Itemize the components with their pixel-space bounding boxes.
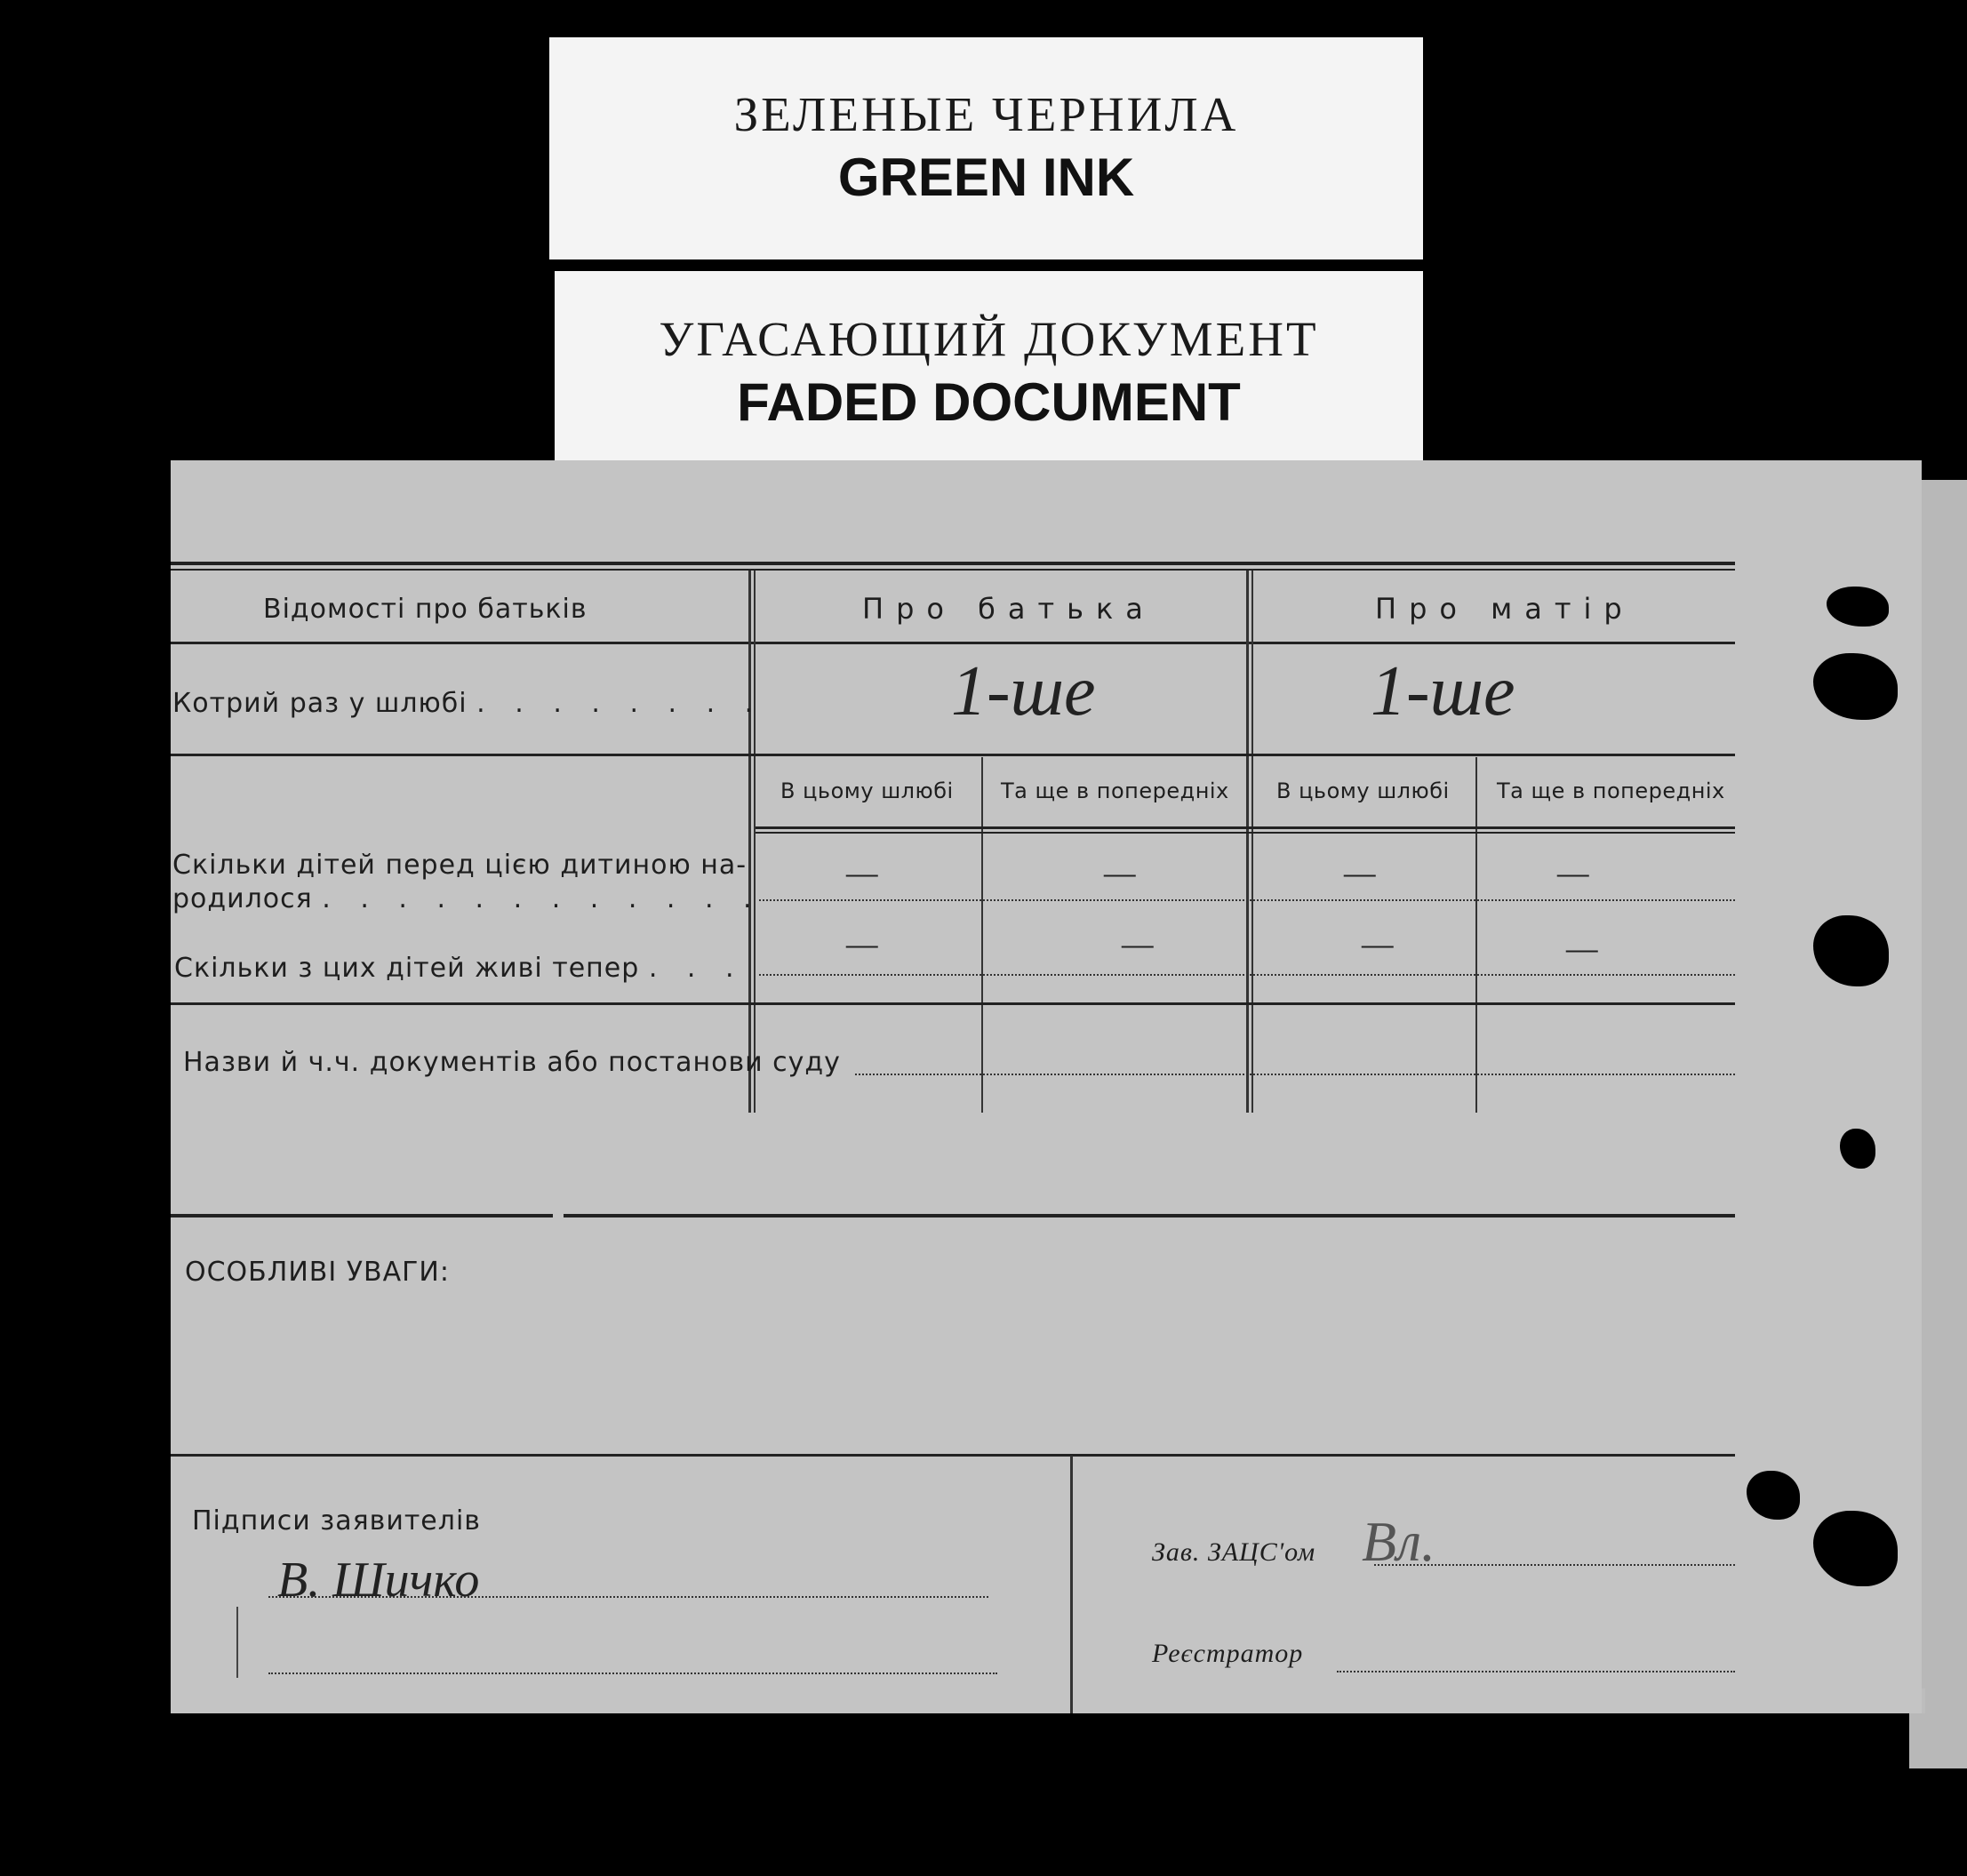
registrar-signature-line <box>1337 1671 1735 1672</box>
parents-info-header: Відомості про батьків <box>263 594 588 625</box>
marriage-count-label-text: Котрий раз у шлюбі <box>172 688 468 719</box>
mother-marriage-count-value: 1-ше <box>1371 652 1515 730</box>
father-col-divider <box>748 571 751 1113</box>
mother-sub-divider <box>1475 757 1477 1113</box>
father-this-marriage-header: В цьому шлюбі <box>780 778 954 803</box>
header-bottom-rule <box>171 642 1735 644</box>
green-ink-card <box>549 37 1423 259</box>
marriage-count-label: Котрий раз у шлюбі . . . . . . . . <box>172 688 764 719</box>
applicant-signature-line-2 <box>268 1672 997 1674</box>
father-previous-alive: — <box>1122 923 1154 963</box>
mother-this-marriage-alive: — <box>1362 923 1394 963</box>
documents-label: Назви й ч.ч. документів або постанови суду <box>183 1047 841 1078</box>
documents-dotted-line <box>855 1074 1735 1075</box>
children-born-label-line1: Скільки дітей перед цією дитиною на- <box>172 850 748 881</box>
head-zags-signature-line <box>1374 1564 1735 1566</box>
applicant-signature-line-1 <box>268 1596 988 1598</box>
children-alive-label: Скільки з цих дітей живі тепер . . . <box>174 953 745 984</box>
table-top-rule-2 <box>171 569 1735 571</box>
children-table-bottom-rule <box>171 1002 1735 1005</box>
children-born-label-line2-text: родилося <box>172 883 313 914</box>
green-ink-en-label: GREEN INK <box>837 148 1135 207</box>
subheader-rule-2 <box>756 832 1735 834</box>
table-top-rule <box>171 562 1735 565</box>
marriage-row-rule <box>171 754 1735 756</box>
head-zags-label: Зав. ЗАЦС'ом <box>1152 1537 1316 1567</box>
mother-previous-born: — <box>1557 852 1589 892</box>
children-born-label-line2: родилося . . . . . . . . . . . . <box>172 883 763 914</box>
children-born-dotted-line <box>759 899 1735 901</box>
father-this-marriage-born: — <box>846 852 878 892</box>
signature-divider <box>1070 1456 1073 1713</box>
children-alive-dotted-line <box>759 974 1735 976</box>
applicant-bracket <box>236 1607 238 1678</box>
documents-bottom-rule-left <box>171 1214 553 1217</box>
about-father-header: Про батька <box>862 592 1155 626</box>
mother-col-divider-2 <box>1251 571 1253 1113</box>
mother-this-marriage-born: — <box>1344 852 1376 892</box>
father-this-marriage-alive: — <box>846 923 878 963</box>
mother-col-divider <box>1246 571 1249 1113</box>
father-previous-marriages-header: Та ще в попередніх <box>1001 778 1229 803</box>
registrar-label: Реєстратор <box>1152 1639 1304 1668</box>
faded-document-en-label: FADED DOCUMENT <box>737 372 1241 432</box>
children-alive-label-text: Скільки з цих дітей живі тепер <box>174 953 640 984</box>
mother-previous-marriages-header: Та ще в попередніх <box>1497 778 1725 803</box>
father-marriage-count-value: 1-ше <box>951 652 1096 730</box>
mother-previous-alive: — <box>1566 928 1598 968</box>
subheader-rule <box>756 826 1735 829</box>
about-mother-header: Про матір <box>1375 592 1635 626</box>
registration-form <box>171 460 1922 1713</box>
documents-bottom-rule-right <box>564 1214 1735 1217</box>
father-previous-born: — <box>1104 852 1136 892</box>
applicant-signature: В. Шичко <box>277 1553 480 1608</box>
special-notes-label: ОСОБЛИВІ УВАГИ: <box>185 1257 450 1288</box>
faded-document-ru-label: УГАСАЮЩИЙ ДОКУМЕНТ <box>659 312 1319 366</box>
applicant-signatures-label: Підписи заявителів <box>192 1505 481 1537</box>
notes-bottom-rule <box>171 1454 1735 1457</box>
mother-this-marriage-header: В цьому шлюбі <box>1276 778 1450 803</box>
green-ink-ru-label: ЗЕЛЕНЫЕ ЧЕРНИЛА <box>733 87 1239 141</box>
head-zags-signature: Вл. <box>1362 1510 1435 1573</box>
father-sub-divider <box>981 757 983 1113</box>
faded-document-card <box>555 271 1423 471</box>
father-col-divider-2 <box>754 571 756 1113</box>
